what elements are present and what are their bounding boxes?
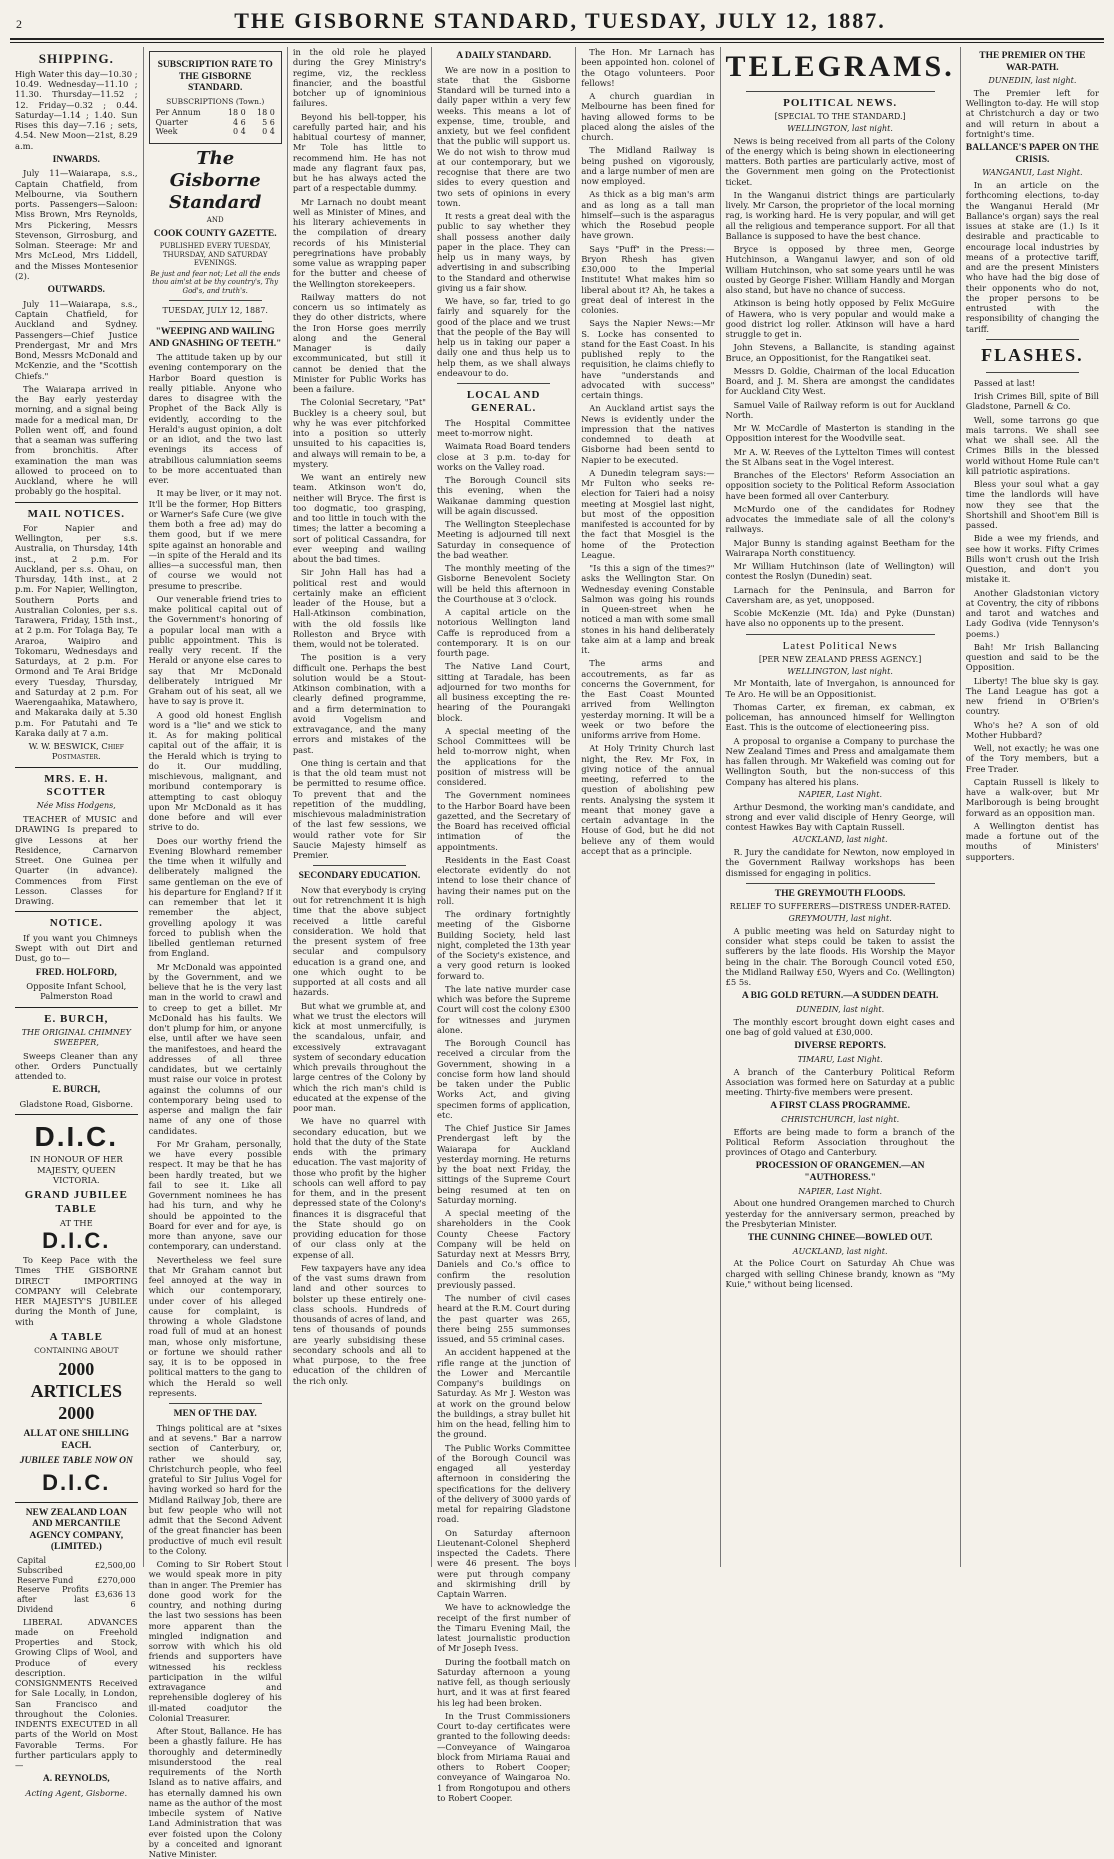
- telegram-item: Thomas Carter, ex fireman, ex cabman, ex policeman, has announced himself for Wellington East. This is the outcome of electioneering piss.: [725, 701, 955, 733]
- gold-heading: A BIG GOLD RETURN.—A SUDDEN DEATH.: [741, 991, 939, 1002]
- local-item: On Saturday afternoon Lieutenant-Colonel Shepherd inspected the Cadets. There were 46 present. The boys were put through company and skirmishing drill by Captain Warren.: [437, 1527, 571, 1600]
- article-paragraph: The position is a very difficult one. Perhaps the best solution would be a Stout-Atkinson combination, with a clearly defined programme, and a firm determination to avoid Vogelism and extravagance, and the many errors and mistakes of the past.: [292, 652, 427, 755]
- articles-count: 2000 ARTICLES 2000: [30, 1359, 122, 1424]
- article-paragraph: Mr Larnach no doubt meant well as Minister of Mines, and his literary achievements in the compilation of dreary records of his Ministerial peregrinations have probably some value as wrapping paper for the butter and cheese of the Wellington storekeepers.: [292, 196, 427, 289]
- dic-label-2: D.I.C.: [42, 1469, 111, 1495]
- subscription-box: [149, 51, 282, 144]
- telegram-item: Scobie McKenzie (Mt. Ida) and Pyke (Dunstan) have also no opponents up to the present.: [725, 608, 955, 629]
- greymouth-sub: RELIEF TO SUFFERERS—DISTRESS UNDER-RATED.: [729, 902, 951, 912]
- local-item: The Borough Council sits this evening, when the Waikanae damming question will be again discussed.: [437, 475, 571, 516]
- flash-item: Irish Crimes Bill, spite of Bill Gladstone, Parnell & Co.: [965, 391, 1099, 412]
- telegrams-heading: TELEGRAMS.: [725, 50, 955, 83]
- column-2: [144, 47, 288, 1859]
- telegram-item: Atkinson is being hotly opposed by Felix McGuire of Hawera, who is very popular and would make a good district log roller. Atkinson will have a hard struggle to get in.: [725, 298, 955, 339]
- flash-item: Who's he? A son of old Mother Hubbard?: [965, 719, 1099, 740]
- divider: [746, 91, 935, 92]
- dateline: DUNEDIN, last night.: [988, 76, 1077, 86]
- subscription-sub: SUBSCRIPTIONS (Town.): [166, 96, 265, 106]
- dateline: NAPIER, Last Night.: [798, 1186, 883, 1196]
- telegram-item: Branches of the Electors' Reform Association an opposition society to the Political Reform Association have been formed all over Canterbury.: [725, 470, 955, 501]
- columns: [10, 47, 1104, 1859]
- local-item: The ordinary fortnightly meeting of the Gisborne Building Society, held last night, completed the 13th year of the Society's existence, and a very good return is looked forward to.: [437, 909, 571, 981]
- column-item: The Midland Railway is being pushed on vigorously, and a large number of men are now employed.: [581, 145, 715, 186]
- sub-value: 18 0: [227, 107, 246, 117]
- column-6: [721, 47, 961, 1567]
- article-paragraph: Beyond his bell-topper, his carefully parted hair, and his habitual courtesy of manner, Mr Tole has little to recommend him. He has not made any flagrant faux pas, but he has always acted the part of a respectable dummy.: [292, 111, 427, 194]
- paper-gazette: COOK COUNTY GAZETTE.: [153, 228, 277, 239]
- local-item: The Borough Council has received a circular from the Government, showing in a concise form how land should be taken under the Public Works Act, and giving specimen forms of application, etc.: [437, 1038, 571, 1120]
- telegram-item: Messrs D. Goldie, Chairman of the local Education Board, and J. M. Shera are amongst the candidates for Auckland City West.: [725, 365, 955, 397]
- local-item: We have to acknowledge the receipt of the first number of the Timaru Evening Mail, the latest journalistic production of Mr Joseph Ivess.: [437, 1602, 571, 1654]
- telegram-item: Mr A. W. Reeves of the Lyttelton Times will contest the St Albans seat in the Vogel interest.: [725, 446, 955, 467]
- dic-heading: D.I.C.: [34, 1121, 119, 1153]
- burch-heading: E. BURCH,: [44, 1012, 109, 1025]
- page-number: 2: [16, 17, 22, 31]
- press-agency-label: [PER NEW ZEALAND PRESS AGENCY.]: [758, 654, 922, 664]
- nzloan-text: LIBERAL ADVANCES made on Freehold Properties and Stock, Growing Clips of Wool, and Produce of every description. CONSIGNMENTS Received for Sale Locally, in London, San Francisco and throughout the Colonies. INDENTS EXECUTED in all parts of the World on Most Favorable Terms. For further particulars apply to—: [15, 1616, 138, 1771]
- divider: [169, 321, 262, 322]
- subscription-table: [154, 108, 277, 137]
- telegram-item: A public meeting was held on Saturday night to consider what steps could be taken to assist the sufferers by the late floods. His Worship the Mayor being in the chair. The Borough Council voted £50, the Midland Railway £50, Wyers and Co. (Wellington) £5 5s.: [725, 925, 955, 988]
- sub-label: Per Annum: [155, 107, 201, 117]
- mail-heading: MAIL NOTICES.: [27, 507, 125, 520]
- dateline: WANGANUI, Last Night.: [982, 168, 1083, 178]
- divider: [15, 911, 138, 912]
- divider: [15, 1007, 138, 1008]
- column-item: An Auckland artist says the News is evidently under the impression that the natives condemned to death at Gisborne had been sentd to Napier to be executed.: [581, 403, 715, 465]
- telegram-item: News is being received from all parts of the Colony of the energy which is being shown in electioneering matters. Both parties are particularly active, most of the Government men going on the Protectionist ticket.: [725, 135, 955, 187]
- telegram-item: Major Bunny is standing against Beetham for the Wairarapa North constituency.: [725, 537, 955, 558]
- dateline: CHRISTCHURCH, last night.: [781, 1114, 900, 1124]
- shipping-note: The Waiarapa arrived in the Bay early yesterday morning, and a signal being made for a medical man, Dr Pollen went off, and found that a seaman was suffering from bronchitis. After examination the man was allowed to proceed on to Auckland, where he will probably go the hospital.: [15, 383, 138, 497]
- flash-item: Passed at last!: [973, 377, 1036, 388]
- local-item: In the Trust Commissioners Court to-day certificates were granted to the following deeds:—Conveyance of Waingaroa block from Miriama Rauai and others to Robert Cooper; conveyance of Waingaroa No. 1 from Rongotupou and others to Robert Cooper.: [437, 1710, 571, 1803]
- special-label: [SPECIAL TO THE STANDARD.]: [774, 112, 906, 121]
- subscription-row: [154, 108, 277, 118]
- article-paragraph: One thing is certain and that is that the old team must not be permitted to resume office. To prevent that and the repetition of the muddling, mischievous maladministration of the last few sessions, we would rather vote for Sir Saucie Majesty himself as Premier.: [292, 757, 427, 860]
- inwards-text: July 11—Waiarapa, s.s., Captain Chatfield, from Melbourne, via Southern ports. Passengers—Saloon: Miss Brown, Mrs Reynolds, Mrs Pickering, Messrs Stevenson, Girrosburg, and Solman. Steerage: Mr and Mrs McLeod, Mrs Liddell, and the Misses Montesenior (2).: [15, 168, 138, 281]
- subscription-row: [154, 127, 277, 137]
- telegram-item: Arthur Desmond, the working man's candidate, and strong and ever valid disciple of Henry George, will contest Hawkes Bay with Captain Russell.: [725, 801, 955, 833]
- sub-label: Quarter: [155, 117, 188, 127]
- column-item: As thick as a big man's arm and as long as a tall man himself—such is the asparagus which the Rosebud people have grown.: [581, 189, 715, 241]
- telegram-item: A proposal to organise a Company to purchase the New Zealand Times and Press and amalgamate them has fallen through. Mr Wakefield was coming out for Wellington South, but the non-success of this Company has altered his plans.: [725, 735, 955, 787]
- local-item: A capital article on the notorious Wellington land Caffe is reproduced from a contemporary. It is on our fourth page.: [437, 607, 571, 659]
- telegram-item: Samuel Vaile of Railway reform is out for Auckland North.: [725, 399, 955, 420]
- divider: [986, 339, 1079, 340]
- daily-paragraph: We are now in a position to state that the Gisborne Standard will be turned into a daily paper within a very few weeks. This means a lot of expense, time, trouble, and anxiety, but we feel confident that the public will support us. We do not wish to throw mud at our contemporary, but we recognise that there are two sides to every question and two sets of opinions in every town.: [437, 64, 571, 208]
- local-item: The Government nominees to the Harbor Board have been gazetted, and the Secretary of the Board has received official intimation of the appointments.: [437, 790, 571, 852]
- flash-item: Bide a wee my friends, and see how it works. Fifty Crimes Bills won't crush out the Irish Question, and don't you mistake it.: [965, 533, 1099, 585]
- ballance-heading: BALLANCE'S PAPER ON THE CRISIS.: [965, 143, 1099, 165]
- dic-honour: IN HONOUR OF HER MAJESTY, QUEEN VICTORIA.: [29, 1154, 123, 1185]
- column-1: [10, 47, 144, 1798]
- telegram-item: McMurdo one of the candidates for Rodney advocates the immediate sale of all the colony's railways.: [725, 503, 955, 535]
- scotter-heading: MRS. E. H. SCOTTER: [44, 772, 109, 799]
- jubilee-heading: GRAND JUBILEE TABLE: [24, 1189, 128, 1215]
- daily-paragraph: We have, so far, tried to go fairly and squarely for the good of the place and we trust that the people of the Bay will help us in taking our paper a daily one and thus help us to help them, as we shall always endeavour to do.: [437, 296, 571, 378]
- burch-signature: E. BURCH,: [52, 1085, 101, 1096]
- telegram-item: Efforts are being made to form a branch of the Political Reform Association throughout the provinces of Otago and Canterbury.: [725, 1126, 955, 1158]
- secondary-education-heading: SECONDARY EDUCATION.: [298, 871, 421, 882]
- scotter-sub: Née Miss Hodgens,: [36, 801, 116, 811]
- column-3: [288, 47, 432, 1567]
- telegram-item: The monthly escort brought down eight cases and one bag of gold valued at £30,000.: [725, 1016, 955, 1038]
- telegram-item: The Premier left for Wellington to-day. He will stop at Christchurch a day or two and will return in about a fortnight's time.: [965, 87, 1099, 139]
- local-item: The Native Land Court, sitting at Taradale, has been adjourned for two months for all business excepting the re-hearing of the Pourangaki block.: [437, 661, 571, 723]
- notice-text: If you want you Chimneys Swept with out Dirt and Dust, go to—: [15, 932, 138, 964]
- telegram-item: About one hundred Orangemen marched to Church yesterday for the anniversary sermon, preached by the Presbyterian Minister.: [725, 1198, 955, 1229]
- telegram-item: Mr Montaith, late of Invergahon, is announced for Te Aro. He will be an Oppositionist.: [725, 678, 955, 699]
- local-item: The Chief Justice Sir James Prendergast left by the Waiarapa for Auckland yesterday morning. He returns by the boat next Friday, the sittings of the Supreme Court being resumed at ten on Saturday morning.: [437, 1123, 571, 1205]
- outwards-text: July 11—Waiarapa, s.s., Captain Chatfield, for Auckland and Sydney. Passengers—Chief Justice Prendergast, Mr and Mrs Bond, Messrs McDonald and McKenzie, and the "Scottish Chiefs.": [15, 298, 138, 381]
- reynolds-name: A. REYNOLDS,: [42, 1774, 110, 1785]
- column-item: Says "Puff" in the Press:—Bryon Rhesh has given £30,000 to the Imperial Institute! What makes him so liberal about it? Ah, he takes a great deal of interest in the colonies.: [581, 243, 715, 315]
- daily-paragraph: It rests a great deal with the public to say whether they shall possess another daily paper in the place. They can help us in many ways, by advertising in and subscribing to the Standard and otherwise giving us a fair show.: [437, 211, 571, 293]
- telegram-item: R. Jury the candidate for Newton, now employed in the Government Railway workshops has been dismissed for engaging in politics.: [725, 847, 955, 878]
- men-paragraph: Things political are at "sixes and at sevens." Bar a narrow section of Canterbury, or, rather we should say, Christchurch people, who feel grateful to Sir Julius Vogel for having worked so hard for the Midland Railway Job, there are but few people who will not admit that the Second Advent of the great financier has been productive of much evil result to the Colony.: [148, 1422, 282, 1556]
- flash-item: Well, some tarrons go que mais tarrons. We shall see what we shall see. All the Crimes Bills in the blessed world without Home Rule can't kill patriotic aspirations.: [965, 414, 1099, 476]
- local-item: An accident happened at the rifle range at the junction of the Lower and Mercantile Company's buildings on Saturday. As Mr J. Weston was at work on the ground below the buildings, a stray bullet hit him on the head, felling him to the ground.: [437, 1347, 571, 1440]
- secondary-paragraph: We have no quarrel with secondary education, but we hold that the duty of the State ends with the primary education. The vast majority of those who profit by the higher schools can well afford to pay for them, and in the present depressed state of the Colony's finances it is disgraceful that the State should go on providing education for those of our class only at the expense of all.: [292, 1116, 427, 1260]
- column-item: Says the Napier News:—Mr S. Locke has consented to stand for the East Coast. In his published reply to the requisition, he claims chiefly to have "understands and advocated with success" certain things.: [581, 318, 715, 400]
- masthead-rule: [10, 42, 1104, 43]
- article-paragraph: Sir John Hall has had a political rest and would certainly make an efficient leader of the House, but a Hall-Atkinson combination, with the old fossils like Rolleston and Bryce with them, would not be tolerated.: [292, 567, 427, 649]
- men-paragraph: Coming to Sir Robert Stout we would speak more in pity than in anger. The Premier has done good work for the country, and nothing during the last two sessions has been more apparent than the mingled indignation and sorrow with which his old friends and supporters have witnessed his reckless participation in the wilful extravagance and reprehensible doglerey of his ill-mated coadjutor the Colonial Treasurer.: [148, 1559, 282, 1723]
- dateline: TIMARU, Last Night.: [797, 1054, 883, 1064]
- secondary-paragraph: Few taxpayers have any idea of the vast sums drawn from land and other sources to bolster up these entirely one-class schools. Hundreds of thousands of acres of land, and tens of thousands of pounds are yearly subsidising these secondary schools and all to what purpose, to the free education of the children of the rich only.: [292, 1262, 427, 1386]
- local-item: A special meeting of the School Committees will be held to-morrow night, when the applications for the position of mistress will be considered.: [437, 725, 571, 788]
- column-5: [576, 47, 720, 1567]
- divider: [746, 883, 935, 884]
- capital-table: [15, 1556, 138, 1615]
- leader-paragraph: Does our worthy friend the Evening Blowhard remember the time when it wilfully and deliberately maligned the same gentleman on the eve of his departure for England? If it can remember that let it remember the abject, grovelling apology it was forced to publish when the libelled gentleman returned from England.: [148, 835, 282, 959]
- local-item: The late native murder case which was before the Supreme Court will cost the colony £300 for witnesses and jurymen alone.: [437, 983, 571, 1035]
- capital-row: [15, 1556, 138, 1576]
- divider: [746, 634, 935, 635]
- diverse-heading: DIVERSE REPORTS.: [794, 1041, 886, 1052]
- telegram-item: At the Police Court on Saturday Ah Chue was charged with selling Chinese brandy, known as "My Kuie," without being licensed.: [725, 1258, 955, 1289]
- capital-label: Reserve Profits after last Dividend: [17, 1585, 89, 1614]
- men-of-day-heading: MEN OF THE DAY.: [173, 1409, 257, 1420]
- flashes-heading: FLASHES.: [981, 344, 1084, 365]
- divider: [313, 865, 406, 866]
- local-item: The Wellington Steeplechase Meeting is adjourned till next Saturday in consequence of the bad weather.: [437, 519, 571, 560]
- sub-value: 18 0: [257, 107, 275, 117]
- flash-item: Another Gladstonian victory at Coventry, the city of ribbons and tarot and watches and Lady Godiva (vide Tennyson's poems.): [965, 587, 1099, 639]
- dic-label: D.I.C.: [42, 1228, 111, 1254]
- greymouth-heading: THE GREYMOUTH FLOODS.: [774, 888, 906, 899]
- divider: [15, 502, 138, 503]
- inwards-heading: INWARDS.: [52, 154, 100, 165]
- daily-standard-heading: A DAILY STANDARD.: [456, 51, 552, 61]
- divider: [15, 1114, 138, 1115]
- leader-heading: "WEEPING AND WAILING AND GNASHING OF TEETH.": [148, 327, 282, 349]
- holford-name: FRED. HOLFORD,: [35, 967, 117, 978]
- sub-value: 0 4: [262, 127, 275, 137]
- men-paragraph: After Stout, Ballance. He has been a ghastly failure. He has thoroughly and determinedly misunderstood the real requirements of the North Island as to native affairs, and has eternally damned his own name as the author of the most imbecile system of Native Land Administration that was ever foisted upon the Colony by a conceited and ignorant Native Minister.: [148, 1726, 282, 1859]
- leader-paragraph: For Mr Graham, personally, we have every possible respect. It may be that he has been hardly treated, but we fail to see it. Like all Government nominees he has had his turn, and why he should be appointed to the Board for ever and for aye, is more than anyone, save our contemporary, can understand.: [148, 1138, 282, 1252]
- local-item: A special meeting of the shareholders in the Cook County Cheese Factory Company will be held on Saturday next at Messrs Brry, Daniels and Co.'s office to confirm the resolution previously passed.: [437, 1208, 571, 1290]
- jubilee-now-label: JUBILEE TABLE NOW ON: [19, 1456, 133, 1467]
- divider: [986, 372, 1079, 373]
- capital-value: £270,000: [97, 1575, 136, 1585]
- holford-address: Opposite Infant School, Palmerston Road: [26, 981, 127, 1002]
- divider: [169, 1403, 262, 1404]
- capital-value: £3,636 13 6: [94, 1590, 136, 1609]
- local-item: Residents in the East Coast electorate evidently do not intend to lose their chance of having their names put on the roll.: [437, 854, 571, 906]
- a-table-label: A TABLE: [49, 1330, 103, 1343]
- telegram-item: A branch of the Canterbury Political Reform Association was formed here on Saturday at a public meeting. Thirty-five members were present.: [725, 1066, 955, 1098]
- column-item: At Holy Trinity Church last night, the Rev. Mr Fox, in giving notice of the annual meeting, referred to the question of abolishing pew rents. Analysing the system it meant that money gave a certain advantage in the House of God, but he did not believe any of them would accept that as a principle.: [581, 743, 715, 856]
- leader-paragraph: It may be liver, or it may not. It'll be the former, Hop Bitters or Warner's Safe Cure (we give them both a free ad) may do them good, but if we mere spite against an honorable and—in spite of the Herald and its allies—a successful man, then of course we would not presume to prescribe.: [148, 488, 282, 591]
- secondary-paragraph: But what we grumble at, and what we trust the electors will kick at most unmercifully, is the scandalous, unfair, and excessively extravagant system of secondary education which prevails throughout the large centres of the Colony by which the rich man's child is educated at the expense of the poor man.: [292, 1000, 427, 1114]
- masthead: [10, 8, 1104, 40]
- paper-and: AND: [206, 215, 224, 224]
- burch-address: Gladstone Road, Gisborne.: [19, 1098, 134, 1109]
- capital-label: Reserve Fund: [17, 1575, 74, 1585]
- shipping-heading: SHIPPING.: [38, 51, 114, 66]
- newspaper-title: THE GISBORNE STANDARD, TUESDAY, JULY 12, 1887.: [234, 8, 886, 33]
- flash-item: A Wellington dentist has made a fortune out of the mouths of Ministers' supporters.: [965, 820, 1099, 862]
- dateline: AUCKLAND, last night.: [792, 835, 888, 845]
- at-the-label: AT THE: [59, 1217, 93, 1228]
- article-paragraph: Railway matters do not concern us so intimately as they do other districts, where the Iron Horse goes merrily along and the General Manager is daily excommunicated, but still it cannot be denied that the Minister for Public Works has been a failure.: [292, 291, 427, 394]
- chinee-heading: THE CUNNING CHINEE—BOWLED OUT.: [747, 1233, 933, 1244]
- leader-paragraph: Mr McDonald was appointed by the Government, and we believe that he is the very last man in the world to crawl and to creep to get a billet. Mr McDonald has his faults. We don't plump for him, or anyone else, until after we have seen the manifestoes, and heard the addresses of all three candidates, but we certainly must raise our voice in protest against the columns of our contemporary being used to asperse and malign the fair name of any one of those candidates.: [148, 961, 282, 1136]
- telegram-item: In an article on the forthcoming elections, to-day the Wanganui Herald (Mr Ballance's organ) says the real issues at stake are (1.) Is it desirable and practicable to encourage local industries by means of a protective tariff, and are the present Ministers who have had the big dose of their opponents who do not, the proper persons to be entrusted with the responsibility of changing the tariff.: [965, 180, 1099, 334]
- jubilee-text: To Keep Pace with the Times THE GISBORNE DIRECT IMPORTING COMPANY will Celebrate HER MAJESTY'S JUBILEE during the Month of June, with: [15, 1255, 138, 1327]
- local-item: Waimata Road Board tenders close at 3 p.m. to-day for works on the Valley road.: [437, 441, 571, 472]
- article-paragraph: The Colonial Secretary, "Pat" Buckley is a cheery soul, but why he was ever pitchforked into a position so utterly unsuited to his capacities is, and always will remain to be, a mystery.: [292, 397, 427, 469]
- column-7: [961, 47, 1104, 1567]
- shilling-label: ALL AT ONE SHILLING EACH.: [23, 1429, 130, 1451]
- scotter-text: TEACHER of MUSIC and DRAWING Is prepared to give Lessons at her Residence, Carnarvon Street. One Guinea per Quarter (in advance). Commences from First Lesson. Classes for Drawing.: [15, 814, 138, 907]
- dateline: WELLINGTON, last night.: [787, 123, 893, 133]
- telegram-item: Larnach for the Peninsula, and Barron for Caversham are, as yet, unopposed.: [725, 584, 955, 605]
- telegram-item: Mr W. McCardle of Masterton is standing in the Opposition interest for the Woodville seat.: [725, 423, 955, 444]
- telegram-item: Bryce is opposed by three men, George Hutchinson, a Wanganui lawyer, and son of old William Hutchinson, who sat some years until he was ousted by George Fisher. William Handly and Morgan also stand, but have no chance of success.: [725, 244, 955, 295]
- first-class-heading: A FIRST CLASS PROGRAMME.: [770, 1101, 910, 1112]
- dateline: DUNEDIN, last night.: [796, 1005, 885, 1015]
- column-item: "Is this a sign of the times?" asks the Wellington Star. On Wednesday evening Constable Salmon was going his rounds in Queen-street when he noticed a man with some small stones in his hand deliberately take aim at a lamp and break it.: [581, 563, 715, 655]
- divider: [15, 1502, 138, 1503]
- tides: High Water this day—10.30 ; 10.49. Wednesday—11.10 ; 11.30. Thursday—11.52 ; 12. Friday—0.32 ; 0.44. Saturday—1.14 ; 1.40. Sun Rises this day—7.16 ; sets, 4.54. New Moon—21st, 8.29 a.m.: [15, 68, 138, 151]
- column-item: The Hon. Mr Larnach has been appointed hon. colonel of the Otago volunteers. Poor fellows!: [581, 47, 715, 88]
- leader-paragraph: Our venerable friend tries to make political capital out of the Government's honoring of a popular local man with a public appointment. This is really very recent. If the Herald or anyone else cares to say that Mr McDonald deliberately intrigued Mr Graham out of his seat, all we have to say is prove it.: [148, 593, 282, 707]
- local-item: During the football match on Saturday afternoon a young native fell, as though seriously hurt, and it was at first feared his leg had been broken.: [437, 1656, 571, 1708]
- telegram-item: John Stevens, a Ballancite, is standing against Bruce, an Oppositionist, for the Rangatikei seat.: [725, 342, 955, 363]
- flash-item: Well, not exactly; he was one of the Tory members, but a Free Trader.: [965, 743, 1099, 774]
- leader-paragraph: The attitude taken up by our evening contemporary on the Harbor Board question is really pitiable. Anyone who dares to disagree with the Prophet of the Back Ally is evidently, according to the Herald's august opinion, a dolt or an idiot, and the two last evenings its access of atrabilious calumniation seems to be more accentuated than ever.: [148, 352, 282, 486]
- article-paragraph: We want an entirely new team. Atkinson won't do, neither will Bryce. The first is too dogmatic, too grasping, and too little in touch with the times; the latter a becoming a sort of political Cassandra, for ever weeping and wailing about the bad times.: [292, 472, 427, 564]
- local-item: The number of civil cases heard at the R.M. Court during the past quarter was 265, there being 255 summonses issued, and 55 criminal cases.: [437, 1293, 571, 1345]
- column-item: A church guardian in Melbourne has been fined for having allowed forms to be placed along the aisles of the church.: [581, 91, 715, 142]
- local-item: The Hospital Committee meet to-morrow night.: [437, 417, 571, 439]
- mail-text: For Napier and Wellington, per s.s. Australia, on Thursday, 14th inst., at 2 p.m. For Auckland, per s.s. Ohau, on Thursday, 14th inst., at 2 p.m. For Napier, Wellington, Southern Ports and Australian Colonies, per s.s. Tarawera, Friday, 15th inst., at 2 p.m. For Tolaga Bay, Te Araroa, Waipiro and Tokomaru, Wednesdays and Saturdays, at 2 p.m. For Ormond and Te Arai Bridge every Tuesday, Thursday, and Saturday at 2 p.m. For Waerengaahika, Matawhero, and Makaraka daily at 5.30 p.m. For Patutahi and Te Karaka daily at 7 a.m.: [15, 522, 138, 738]
- political-news-heading: POLITICAL NEWS.: [783, 96, 898, 109]
- column-item: A Dunedin telegram says:—Mr Fulton who seeks re-election for Taieri had a noisy meeting at Mosgiel last night, but most of the opposition manifested is accounted for by the fact that Mosgiel is the home of the Protection League.: [581, 467, 715, 560]
- local-general-heading: LOCAL AND GENERAL.: [466, 389, 541, 415]
- article-paragraph: in the old role he played during the Grey Ministry's regime, viz, the reckless financier, and the boastful botcher up of ignominious failures.: [292, 47, 427, 109]
- flash-item: Captain Russell is likely to have a walk-over, but Mr Marlborough is being brought forward as an opposition man.: [965, 776, 1099, 818]
- latest-political-heading: Latest Political News: [782, 639, 898, 652]
- reynolds-title: Acting Agent, Gisborne.: [25, 1787, 128, 1798]
- sub-label: Week: [155, 127, 178, 137]
- notice-heading: NOTICE.: [49, 917, 103, 930]
- paper-published: PUBLISHED EVERY TUESDAY, THURSDAY, AND SATURDAY EVENINGS.: [159, 242, 271, 268]
- column-item: The arms and accoutrements, as far as concerns the Government, for the East Coast Mounted arrived from Wellington yesterday morning. It will be a week or two before the uniforms arrive from Home.: [581, 658, 715, 740]
- sub-value: 0 4: [233, 127, 246, 137]
- telegram-item: In the Wanganui district things are particularly lively. Mr Carson, the proprietor of the local morning rag, is working hard. He is very popular, and will get all the religious and temperance support. For all that Ballance is supposed to have the best chance.: [725, 189, 955, 241]
- premier-heading: THE PREMIER ON THE WAR-PATH.: [979, 51, 1086, 73]
- outwards-heading: OUTWARDS.: [47, 285, 105, 296]
- divider: [15, 767, 138, 768]
- mail-signature: W. W. BESWICK, Chief Postmaster.: [28, 741, 124, 762]
- flash-item: Bless your soul what a gay time the landlords will have now they see that the Shortshill and Shoot'em Bill is passed.: [965, 479, 1099, 531]
- dateline: WELLINGTON, last night.: [787, 666, 893, 676]
- flash-item: Bah! Mr Irish Ballancing question and said to be the Opposition.: [965, 641, 1099, 673]
- column-4: [432, 47, 576, 1803]
- leader-paragraph: A good old honest English word is a "lie" and we stick to it. As for making political capital out of the affair, it is the Herald which is trying to do it. Our muddling, mischievous, malignant, and moribund contemporary is attempting to cast obloquy upon Mr McDonald as it has done before and will ever strive to do.: [148, 709, 282, 833]
- capital-value: £2,500,00: [94, 1560, 136, 1570]
- capital-row: [15, 1576, 138, 1586]
- dateline: AUCKLAND, last night.: [792, 1246, 888, 1256]
- local-item: The monthly meeting of the Gisborne Benevolent Society will be held this afternoon in the Courthouse at 3 o'clock.: [437, 563, 571, 604]
- nzloan-heading: NEW ZEALAND LOAN AND MERCANTILE AGENCY COMPANY, (LIMITED.): [25, 1507, 127, 1553]
- leader-paragraph: Nevertheless we feel sure that Mr Graham cannot but feel annoyed at the way in which our contemporary, under cover of his alleged cause for complaint, is throwing a whole Gladstone road full of mud at an honest man, whose only misfortune, or fortune we should rather say, it is to be opposed in political matters to the gang to which the Herald so well represents.: [148, 1254, 282, 1398]
- burch-text: Sweeps Cleaner than any other. Orders Punctually attended to.: [15, 1050, 138, 1082]
- secondary-paragraph: Now that everybody is crying out for retrenchment it is high time that the above subject received a little careful consideration. We hold that the present system of free secular and compulsory education is a grand one, and one which ought to be supported at all costs and all hazards.: [292, 884, 427, 998]
- capital-label: Capital Subscribed: [17, 1556, 63, 1575]
- subscription-heading: SUBSCRIPTION RATE TO THE GISBORNE STANDARD.: [157, 60, 273, 94]
- paper-motto: Be just and fear not; Let all the ends thou aim'st at be thy country's, Thy God's, and truth's.: [150, 269, 281, 295]
- orangemen-heading: PROCESSION OF ORANGEMEN.—AN "AUTHORESS.": [755, 1161, 925, 1184]
- dateline: GREYMOUTH, last night.: [788, 914, 892, 924]
- subscription-row: [154, 118, 277, 128]
- dateline: NAPIER, Last Night.: [798, 789, 883, 799]
- telegram-item: Mr William Hutchinson (late of Wellington) will contest the Roslyn (Dunedin) seat.: [725, 561, 955, 582]
- divider: [457, 383, 550, 384]
- flash-item: Liberty! The blue sky is gay. The Land League has got a new friend in O'Brien's country.: [965, 675, 1099, 717]
- burch-sub: THE ORIGINAL CHIMNEY SWEEPER,: [21, 1028, 131, 1047]
- sub-value: 4 6: [233, 117, 246, 127]
- issue-date: TUESDAY, JULY 12, 1887.: [162, 306, 268, 316]
- local-item: The Public Works Committee of the Borough Council was engaged all yesterday afternoon in considering the specifications for the delivery of the delivery of 3000 yards of metal for repairing Gladstone road.: [437, 1442, 571, 1525]
- sub-value: 5 6: [262, 117, 275, 127]
- capital-row: [15, 1585, 138, 1614]
- divider: [169, 300, 262, 301]
- paper-title: The Gisborne Standard: [169, 148, 262, 214]
- containing-label: CONTAINING ABOUT: [34, 1346, 119, 1356]
